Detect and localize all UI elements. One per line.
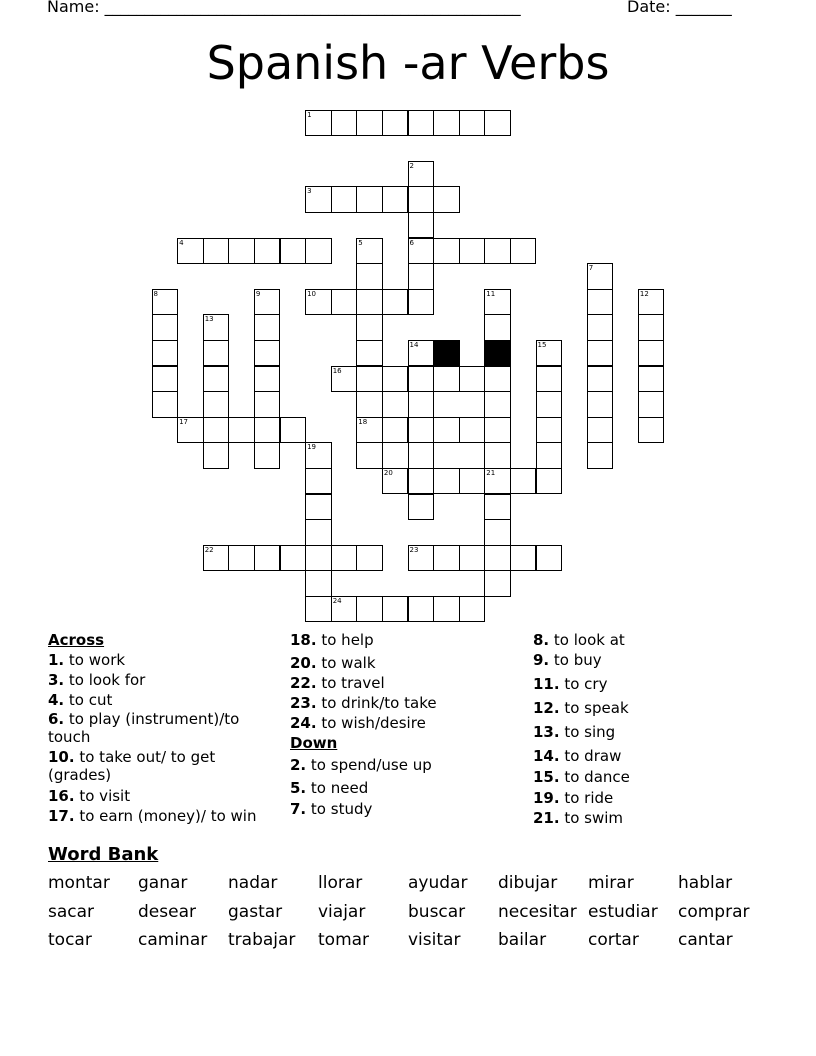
grid-cell[interactable] xyxy=(536,340,563,367)
grid-cell[interactable] xyxy=(459,545,486,572)
grid-cell[interactable] xyxy=(305,570,332,597)
grid-cell[interactable] xyxy=(305,110,332,137)
clue-across-24: 24. to wish/desire xyxy=(290,714,426,732)
grid-cell[interactable] xyxy=(356,417,383,444)
clue-number: 17 xyxy=(179,417,189,426)
grid-cell[interactable] xyxy=(228,545,255,572)
word-bank-word: trabajar xyxy=(228,930,296,950)
grid-cell[interactable] xyxy=(510,468,537,495)
clue-number: 1 xyxy=(307,110,312,119)
grid-cell[interactable] xyxy=(356,596,383,623)
grid-cell[interactable] xyxy=(382,596,409,623)
grid-cell[interactable] xyxy=(587,417,614,444)
grid-cell[interactable] xyxy=(587,314,614,341)
grid-cell[interactable] xyxy=(484,417,511,444)
word-bank-word: mirar xyxy=(588,873,634,893)
word-bank-word: hablar xyxy=(678,873,733,893)
grid-cell[interactable] xyxy=(484,110,511,137)
grid-cell[interactable] xyxy=(484,366,511,393)
grid-cell[interactable] xyxy=(484,570,511,597)
grid-cell[interactable] xyxy=(433,417,460,444)
clue-number: 6 xyxy=(409,238,414,247)
grid-cell[interactable] xyxy=(638,289,665,316)
grid-cell[interactable] xyxy=(459,366,486,393)
clue-across-6: 6. to play (instrument)/to touch xyxy=(48,710,240,746)
clue-number: 15 xyxy=(537,340,547,349)
grid-cell[interactable] xyxy=(433,110,460,137)
clue-number: 16 xyxy=(332,366,342,375)
grid-cell[interactable] xyxy=(408,161,435,188)
grid-cell[interactable] xyxy=(587,263,614,290)
clue-down-2: 2. to spend/use up xyxy=(290,756,432,774)
clue-number: 24 xyxy=(332,596,342,605)
clue-number: 19 xyxy=(307,443,317,452)
word-bank-word: dibujar xyxy=(498,873,558,893)
clue-number: 7 xyxy=(588,264,594,273)
clue-down-8: 8. to look at xyxy=(533,631,625,649)
clue-number: 2 xyxy=(409,161,414,170)
clue-number: 14 xyxy=(409,340,419,349)
page-title: Spanish -ar Verbs xyxy=(206,36,610,90)
grid-cell[interactable] xyxy=(356,110,383,137)
grid-cell[interactable] xyxy=(382,289,409,316)
word-bank-word: nadar xyxy=(228,873,278,893)
grid-cell[interactable] xyxy=(408,186,435,213)
grid-cell[interactable] xyxy=(587,289,614,316)
clue-across-17: 17. to earn (money)/ to win xyxy=(48,807,257,825)
word-bank-word: desear xyxy=(138,901,196,922)
grid-cell[interactable] xyxy=(305,468,332,495)
grid-cell[interactable] xyxy=(331,545,358,572)
grid-cell[interactable] xyxy=(536,391,563,418)
grid-cell[interactable] xyxy=(382,417,409,444)
black-square xyxy=(484,340,511,367)
grid-cell[interactable] xyxy=(152,340,179,367)
grid-cell[interactable] xyxy=(638,340,665,367)
grid-cell[interactable] xyxy=(305,442,332,469)
grid-cell[interactable] xyxy=(356,545,383,572)
grid-cell[interactable] xyxy=(356,186,383,213)
grid-cell[interactable] xyxy=(638,314,665,341)
clues-column-3 xyxy=(533,630,768,828)
grid-cell[interactable] xyxy=(356,238,383,265)
grid-cell[interactable] xyxy=(305,289,332,316)
grid-cell[interactable] xyxy=(203,314,230,341)
grid-cell[interactable] xyxy=(254,238,281,265)
grid-cell[interactable] xyxy=(331,110,358,137)
clue-down-7: 7. to study xyxy=(290,800,373,818)
grid-cell[interactable] xyxy=(587,442,614,469)
grid-cell[interactable] xyxy=(203,391,230,418)
clue-number: 8 xyxy=(153,289,158,298)
clue-down-11: 11. to cry xyxy=(533,675,608,693)
word-bank-word: montar xyxy=(48,873,110,893)
grid-cell[interactable] xyxy=(152,314,179,341)
grid-cell[interactable] xyxy=(254,391,281,418)
grid-cell[interactable] xyxy=(408,263,435,290)
grid-cell[interactable] xyxy=(254,417,281,444)
clue-number: 13 xyxy=(204,315,214,324)
word-bank-word: ayudar xyxy=(408,873,468,893)
grid-cell[interactable] xyxy=(408,442,435,469)
grid-cell[interactable] xyxy=(331,596,358,623)
clue-down-15: 15. to dance xyxy=(533,768,630,786)
grid-cell[interactable] xyxy=(510,238,537,265)
grid-cell[interactable] xyxy=(408,494,435,521)
grid-cell[interactable] xyxy=(587,366,614,393)
grid-cell[interactable] xyxy=(408,238,435,265)
clue-across-22: 22. to travel xyxy=(290,674,385,692)
word-bank-word: cortar xyxy=(588,930,639,950)
grid-cell[interactable] xyxy=(484,391,511,418)
grid-cell[interactable] xyxy=(305,519,332,546)
word-bank-word: estudiar xyxy=(588,901,658,922)
word-bank-word: viajar xyxy=(318,901,366,922)
grid-cell[interactable] xyxy=(331,366,358,393)
grid-cell[interactable] xyxy=(484,545,511,572)
grid-cell[interactable] xyxy=(484,519,511,546)
word-bank-word: caminar xyxy=(138,930,208,950)
word-bank-word: visitar xyxy=(408,930,461,950)
grid-cell[interactable] xyxy=(280,545,307,572)
word-bank-word: bailar xyxy=(498,930,547,950)
grid-cell[interactable] xyxy=(356,289,383,316)
grid-cell[interactable] xyxy=(254,340,281,367)
grid-cell[interactable] xyxy=(433,238,460,265)
grid-cell[interactable] xyxy=(433,366,460,393)
grid-cell[interactable] xyxy=(203,238,230,265)
grid-cell[interactable] xyxy=(254,442,281,469)
grid-cell[interactable] xyxy=(587,391,614,418)
word-bank-word: cantar xyxy=(678,930,733,950)
grid-cell[interactable] xyxy=(152,366,179,393)
grid-cell[interactable] xyxy=(382,366,409,393)
grid-cell[interactable] xyxy=(203,417,230,444)
grid-cell[interactable] xyxy=(203,366,230,393)
grid-cell[interactable] xyxy=(356,391,383,418)
grid-cell[interactable] xyxy=(152,289,179,316)
word-bank-title: Word Bank xyxy=(48,844,159,865)
word-bank-word: tocar xyxy=(48,930,92,950)
grid-cell[interactable] xyxy=(510,545,537,572)
grid-cell[interactable] xyxy=(356,340,383,367)
clue-down-21: 21. to swim xyxy=(533,809,624,827)
grid-cell[interactable] xyxy=(356,442,383,469)
grid-cell[interactable] xyxy=(382,468,409,495)
clue-number: 4 xyxy=(179,238,184,247)
grid-cell[interactable] xyxy=(536,366,563,393)
grid-cell[interactable] xyxy=(433,596,460,623)
clue-number: 10 xyxy=(307,289,317,298)
grid-cell[interactable] xyxy=(408,468,435,495)
clue-number: 20 xyxy=(383,468,393,477)
grid-cell[interactable] xyxy=(484,238,511,265)
grid-cell[interactable] xyxy=(484,442,511,469)
grid-cell[interactable] xyxy=(433,186,460,213)
grid-cell[interactable] xyxy=(459,468,486,495)
grid-cell[interactable] xyxy=(536,468,563,495)
clue-number: 23 xyxy=(409,545,419,554)
word-bank-word: comprar xyxy=(678,901,750,922)
grid-cell[interactable] xyxy=(408,417,435,444)
clue-down-14: 14. to draw xyxy=(533,747,622,765)
word-bank-word: necesitar xyxy=(498,901,577,922)
grid-cell[interactable] xyxy=(638,391,665,418)
grid-cell[interactable] xyxy=(280,238,307,265)
grid-cell[interactable] xyxy=(356,366,383,393)
down-heading: Down xyxy=(290,734,338,752)
grid-cell[interactable] xyxy=(228,238,255,265)
grid-cell[interactable] xyxy=(408,545,435,572)
grid-cell[interactable] xyxy=(408,391,435,418)
grid-cell[interactable] xyxy=(305,494,332,521)
grid-cell[interactable] xyxy=(177,238,204,265)
clues-column-2 xyxy=(290,630,525,819)
grid-cell[interactable] xyxy=(254,366,281,393)
word-bank-word: buscar xyxy=(408,901,466,922)
word-bank-word: tomar xyxy=(318,930,370,950)
word-bank-word: llorar xyxy=(318,873,363,893)
clue-down-9: 9. to buy xyxy=(533,651,602,669)
grid-cell[interactable] xyxy=(331,289,358,316)
grid-cell[interactable] xyxy=(433,468,460,495)
clue-number: 5 xyxy=(358,238,363,247)
grid-cell[interactable] xyxy=(408,366,435,393)
clue-number: 3 xyxy=(307,187,312,196)
grid-cell[interactable] xyxy=(408,340,435,367)
clue-down-13: 13. to sing xyxy=(533,723,616,741)
grid-cell[interactable] xyxy=(536,545,563,572)
grid-cell[interactable] xyxy=(382,186,409,213)
date-line: Date: _______ xyxy=(627,0,732,16)
clue-number: 11 xyxy=(486,289,496,298)
grid-cell[interactable] xyxy=(305,238,332,265)
clue-across-23: 23. to drink/to take xyxy=(290,694,437,712)
word-bank-word: ganar xyxy=(138,873,188,893)
grid-cell[interactable] xyxy=(459,238,486,265)
grid-cell[interactable] xyxy=(536,442,563,469)
clue-across-10: 10. to take out/ to get (grades) xyxy=(48,748,216,784)
clue-number: 12 xyxy=(639,289,649,298)
word-bank-word: sacar xyxy=(48,901,95,922)
grid-cell[interactable] xyxy=(331,186,358,213)
grid-cell[interactable] xyxy=(305,545,332,572)
grid-cell[interactable] xyxy=(638,366,665,393)
grid-cell[interactable] xyxy=(587,340,614,367)
grid-cell[interactable] xyxy=(408,596,435,623)
grid-cell[interactable] xyxy=(459,110,486,137)
grid-cell[interactable] xyxy=(228,417,255,444)
grid-cell[interactable] xyxy=(177,417,204,444)
grid-cell[interactable] xyxy=(536,417,563,444)
clue-across-16: 16. to visit xyxy=(48,787,131,805)
clue-down-12: 12. to speak xyxy=(533,699,629,717)
grid-cell[interactable] xyxy=(638,417,665,444)
name-line: Name: ____________________________________________________ xyxy=(47,0,521,16)
clue-across-3: 3. to look for xyxy=(48,671,146,689)
across-heading: Across xyxy=(48,631,105,649)
grid-cell[interactable] xyxy=(203,545,230,572)
grid-cell[interactable] xyxy=(459,417,486,444)
clues-column-1 xyxy=(48,630,283,826)
grid-cell[interactable] xyxy=(280,417,307,444)
grid-cell[interactable] xyxy=(203,340,230,367)
grid-cell[interactable] xyxy=(305,186,332,213)
clue-across-20: 20. to walk xyxy=(290,654,376,672)
grid-cell[interactable] xyxy=(484,494,511,521)
grid-cell[interactable] xyxy=(254,314,281,341)
grid-cell[interactable] xyxy=(356,263,383,290)
clue-number: 22 xyxy=(204,545,214,554)
grid-cell[interactable] xyxy=(254,289,281,316)
grid-cell[interactable] xyxy=(484,289,511,316)
clue-down-5: 5. to need xyxy=(290,779,369,797)
grid-cell[interactable] xyxy=(382,110,409,137)
grid-cell[interactable] xyxy=(152,391,179,418)
clue-across-18: 18. to help xyxy=(290,631,374,649)
clue-down-19: 19. to ride xyxy=(533,789,614,807)
grid-cell[interactable] xyxy=(203,442,230,469)
clue-number: 9 xyxy=(255,289,261,298)
word-bank-word: gastar xyxy=(228,901,283,922)
grid-cell[interactable] xyxy=(484,314,511,341)
clue-across-1: 1. to work xyxy=(48,651,126,669)
grid-cell[interactable] xyxy=(356,314,383,341)
black-square xyxy=(433,340,460,367)
grid-cell[interactable] xyxy=(459,596,486,623)
clue-number: 18 xyxy=(358,417,368,426)
grid-cell[interactable] xyxy=(408,289,435,316)
clue-number: 21 xyxy=(486,468,496,477)
clue-across-4: 4. to cut xyxy=(48,691,113,709)
grid-cell[interactable] xyxy=(305,596,332,623)
grid-cell[interactable] xyxy=(408,212,435,239)
grid-cell[interactable] xyxy=(484,468,511,495)
grid-cell[interactable] xyxy=(408,110,435,137)
grid-cell[interactable] xyxy=(433,545,460,572)
grid-cell[interactable] xyxy=(254,545,281,572)
